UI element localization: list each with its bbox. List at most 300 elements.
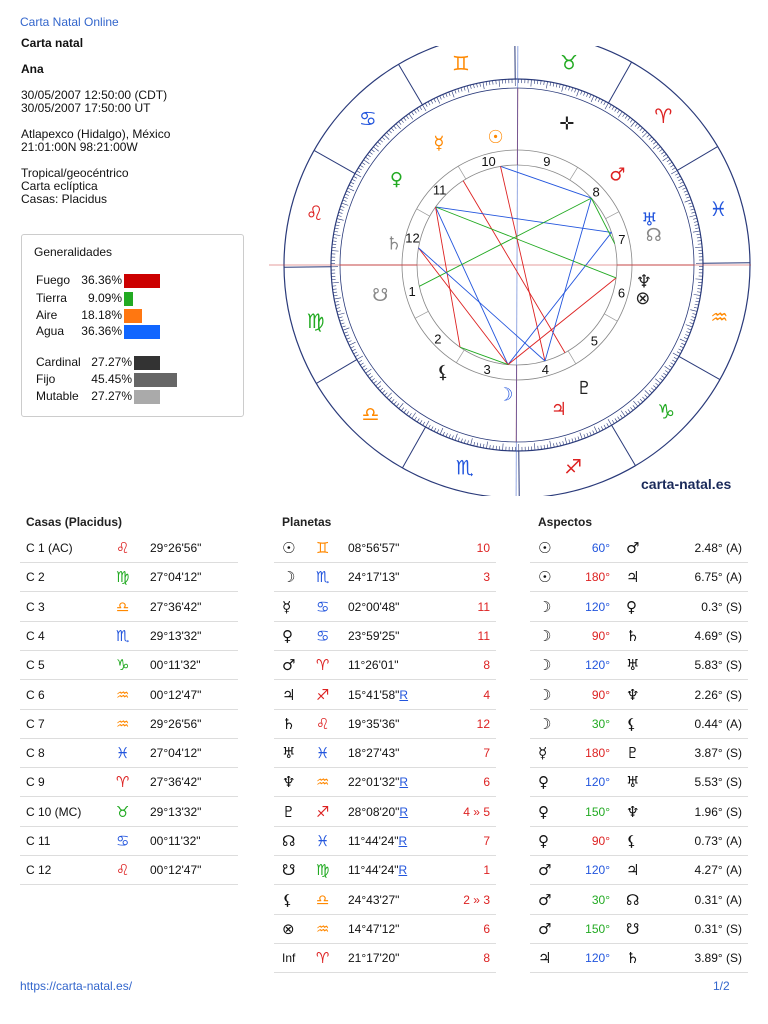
degree-tick [693, 218, 697, 219]
aspect-row [530, 651, 748, 680]
planet-house: 11 [477, 628, 490, 643]
zodiac-system: Tropical/geocéntrico [21, 166, 129, 180]
degree-tick [680, 339, 686, 342]
planet-house: 7 [483, 834, 490, 848]
degree-tick [697, 289, 701, 290]
degree-tick [333, 289, 337, 290]
aspect-row [530, 622, 748, 651]
sign-boundary [612, 425, 636, 465]
house-number: 8 [592, 184, 600, 200]
planet-icon: ☋ [282, 861, 296, 880]
aspect-body-a-icon: ♀ [538, 773, 549, 792]
degree-tick [694, 221, 698, 222]
degree-tick [677, 176, 681, 178]
casa-sign-icon: ♒ [116, 714, 130, 733]
aspect-body-b-icon: ♃ [626, 861, 640, 880]
degree-tick [412, 112, 414, 115]
degree-tick [443, 432, 445, 436]
aspect-angle: 120° [585, 658, 610, 673]
degree-tick [343, 200, 347, 201]
degree-tick [483, 82, 484, 89]
planet-sign-icon: ♓ [316, 832, 330, 850]
degree-tick [669, 162, 672, 164]
aspect-angle: 60° [591, 541, 610, 555]
aspectos-table [530, 512, 748, 968]
aspect-body-b-icon: ♇ [626, 744, 640, 763]
aspect-orb: 6.75° (A) [694, 570, 742, 585]
degree-tick [344, 332, 348, 333]
aspect-line [419, 198, 591, 286]
degree-tick [678, 185, 684, 188]
degree-tick [625, 115, 627, 118]
casa-row [20, 622, 238, 651]
aspect-orb: 2.26° (S) [694, 687, 742, 702]
degree-tick [661, 376, 664, 378]
degree-tick [470, 85, 471, 89]
aspect-orb: 0.31° (S) [694, 921, 742, 936]
degree-tick [382, 390, 385, 393]
planeta-row [274, 768, 496, 797]
planet-degree-cell [348, 856, 407, 884]
planet-degree-cell [348, 798, 408, 826]
degree-tick [332, 282, 339, 283]
degree-tick [642, 397, 645, 400]
casa-sign-icon: ♉ [116, 802, 130, 821]
degree-tick [376, 381, 381, 386]
degree-tick [580, 433, 582, 440]
planet-icon: ♆ [282, 773, 296, 792]
degree-tick [434, 428, 436, 432]
degree-tick [364, 160, 370, 164]
retrograde-link[interactable]: R [399, 687, 409, 702]
planet-icon: ♃ [550, 399, 568, 421]
chart-heading: Carta natal [21, 36, 84, 50]
degree-tick [697, 237, 701, 238]
degree-tick [562, 85, 564, 92]
aspect-orb: 3.89° (S) [694, 951, 742, 966]
casa-degree: 00°11'32" [150, 834, 201, 848]
degree-tick [695, 279, 702, 280]
aspect-angle: 120° [585, 775, 610, 790]
degree-tick [458, 89, 459, 93]
degree-tick [352, 179, 356, 181]
planet-degree-cell [348, 827, 407, 855]
zodiac-sign-icon: ♎ [361, 402, 380, 427]
planet-degree-cell [348, 915, 399, 943]
casa-sign-icon: ♌ [116, 861, 130, 880]
casa-row [20, 739, 238, 768]
aspect-body-a-icon: ☽ [538, 597, 552, 616]
planet-sign-icon: ♋ [316, 597, 330, 616]
degree-tick [587, 433, 589, 437]
brand-label[interactable]: carta-natal.es [641, 476, 732, 492]
degree-tick [434, 99, 436, 103]
degree-tick [452, 91, 454, 98]
planet-icon: ☉ [487, 126, 504, 148]
aspect-orb: 1.96° (S) [694, 804, 742, 819]
degree-tick [671, 363, 674, 365]
degree-tick [354, 352, 358, 354]
retrograde-link[interactable]: R [398, 863, 408, 878]
element-label: Tierra [36, 291, 67, 305]
aspect-body-b-icon: ☊ [626, 890, 640, 909]
degree-tick [455, 90, 456, 94]
sign-boundary [402, 427, 425, 468]
planet-degree: 24°17'13" [348, 570, 400, 585]
casa-sign-icon: ♑ [116, 656, 130, 675]
degree-tick [369, 152, 372, 154]
site-title[interactable]: Carta Natal Online [20, 15, 119, 29]
aspect-body-b-icon: ♄ [626, 626, 640, 645]
house-cusp [604, 314, 617, 321]
degree-tick [628, 409, 630, 412]
aspect-line [463, 181, 565, 353]
degree-tick [406, 411, 408, 414]
aspect-body-b-icon: ⚸ [626, 832, 637, 850]
degree-tick [340, 320, 344, 321]
planet-sign-icon: ♐ [316, 685, 330, 704]
degree-tick [412, 413, 416, 419]
degree-tick [340, 209, 344, 210]
degree-tick [389, 397, 392, 400]
degree-tick [667, 160, 670, 162]
degree-tick [493, 445, 494, 449]
degree-tick [544, 81, 545, 85]
degree-tick [357, 171, 360, 173]
planetas-title: Planetas [282, 515, 332, 529]
degree-tick [547, 444, 548, 448]
planet-degree-cell [348, 886, 399, 914]
house-number: 2 [434, 331, 442, 347]
aspect-body-a-icon: ☉ [538, 539, 552, 557]
aspect-body-b-icon: ♀ [626, 597, 637, 616]
degree-tick [452, 436, 453, 440]
degree-tick [343, 328, 350, 330]
planet-degree: 28°08'20" [348, 804, 400, 819]
degree-tick [565, 86, 566, 90]
degree-tick [604, 425, 606, 429]
aspect-row [530, 886, 748, 915]
degree-tick [358, 360, 361, 362]
degree-tick [365, 157, 368, 159]
degree-tick [486, 82, 487, 86]
degree-tick [689, 215, 696, 217]
planeta-row [274, 798, 496, 827]
sign-boundary [679, 356, 720, 379]
casa-row [20, 534, 238, 563]
degree-tick [473, 84, 474, 88]
planet-sign-icon: ♏ [316, 568, 330, 587]
degree-tick [437, 429, 439, 433]
degree-tick [695, 228, 699, 229]
degree-tick [428, 102, 430, 106]
element-label: Aire [36, 308, 58, 322]
retrograde-link[interactable]: R [399, 804, 409, 819]
casa-house: C 5 [26, 658, 45, 673]
planet-degree-cell [348, 534, 399, 562]
degree-tick [661, 152, 664, 154]
degree-tick [404, 409, 406, 412]
aspect-orb: 0.3° (S) [701, 599, 742, 614]
planet-degree: 08°56'57" [348, 541, 400, 555]
degree-tick [689, 203, 693, 204]
planet-icon: ♇ [282, 802, 296, 821]
degree-tick [575, 89, 576, 93]
planet-sign-icon: ♒ [316, 919, 330, 938]
aspect-body-a-icon: ☽ [538, 685, 552, 704]
degree-tick [342, 203, 349, 205]
degree-tick [572, 439, 573, 443]
element-percent: 36.36% [81, 324, 122, 338]
degree-tick [374, 381, 377, 384]
footer-link[interactable]: https://carta-natal.es/ [20, 979, 133, 993]
planet-house: 6 [483, 775, 490, 790]
element-bar [124, 274, 160, 288]
degree-tick [358, 168, 361, 170]
degree-tick [665, 371, 668, 373]
aspectos-title: Aspectos [538, 515, 593, 529]
element-row [36, 324, 236, 339]
degree-tick [559, 84, 560, 88]
house-cusp [415, 311, 428, 318]
casa-house: C 10 (MC) [26, 804, 82, 819]
degree-tick [499, 80, 500, 87]
element-row [36, 273, 236, 288]
degree-tick [674, 357, 677, 359]
degree-tick [685, 194, 689, 196]
degree-tick [362, 162, 365, 164]
planet-icon: ☽ [497, 384, 514, 406]
degree-tick [601, 426, 603, 430]
element-percent: 18.18% [81, 308, 122, 322]
chart-type: Carta eclíptica [21, 179, 98, 193]
aspect-body-a-icon: ☽ [538, 714, 552, 733]
degree-tick [394, 126, 397, 129]
degree-tick [334, 231, 338, 232]
aspect-body-b-icon: ♃ [626, 568, 640, 587]
degree-tick [565, 437, 567, 444]
casa-degree: 27°04'12" [150, 746, 202, 761]
natal-wheel-svg [259, 46, 751, 496]
degree-tick [345, 335, 349, 337]
datetime-local: 30/05/2007 12:50:00 (CDT) [21, 88, 168, 102]
aspect-angle: 150° [585, 804, 610, 819]
degree-tick [461, 439, 462, 443]
casa-degree: 27°04'12" [150, 570, 202, 585]
degree-tick [633, 401, 638, 406]
degree-tick [642, 130, 645, 133]
aspect-angle: 180° [585, 746, 610, 761]
planeta-row [274, 622, 496, 651]
degree-tick [645, 390, 650, 395]
aspect-body-b-icon: ☋ [626, 919, 640, 938]
casa-house: C 7 [26, 716, 45, 731]
degree-tick [399, 403, 403, 408]
aspect-body-a-icon: ♂ [538, 861, 552, 880]
casa-row [20, 768, 238, 797]
house-number: 11 [432, 182, 447, 198]
degree-tick [471, 438, 473, 445]
degree-tick [638, 401, 641, 404]
degree-tick [464, 87, 465, 91]
casa-house: C 8 [26, 746, 45, 761]
datetime-ut: 30/05/2007 17:50:00 UT [21, 101, 151, 115]
planet-icon: ♀ [282, 626, 293, 645]
house-number: 9 [543, 154, 551, 170]
aspect-angle: 180° [585, 570, 610, 585]
degree-tick [665, 366, 671, 370]
aspect-line [436, 207, 617, 278]
casa-row [20, 563, 238, 592]
degree-tick [617, 110, 619, 113]
degree-tick [657, 147, 660, 150]
casa-sign-icon: ♋ [116, 832, 130, 850]
degree-tick [483, 444, 484, 448]
planeta-row [274, 681, 496, 710]
planet-icon: ♀ [389, 169, 404, 191]
degree-tick [341, 323, 345, 324]
planet-icon: ♂ [282, 656, 296, 675]
mode-label: Cardinal [36, 355, 81, 369]
planet-sign-icon: ♊ [316, 539, 330, 557]
degree-tick [686, 197, 690, 198]
house-number: 1 [408, 283, 416, 299]
casa-row [20, 798, 238, 827]
degree-tick [360, 165, 363, 167]
degree-tick [335, 225, 339, 226]
degree-tick [651, 139, 654, 142]
degree-tick [560, 442, 561, 446]
degree-tick [346, 191, 350, 193]
degree-tick [696, 298, 700, 299]
degree-tick [575, 438, 576, 442]
aspect-row [530, 827, 748, 856]
aspect-row [530, 768, 748, 797]
natal-wheel [259, 46, 751, 496]
aspect-orb: 0.73° (A) [694, 834, 742, 848]
degree-tick [642, 132, 647, 137]
degree-tick [663, 373, 666, 375]
chart-info [21, 37, 170, 206]
aspect-row [530, 915, 748, 944]
degree-tick [417, 108, 419, 111]
degree-tick [335, 228, 339, 229]
casa-degree: 29°26'56" [150, 541, 202, 555]
casa-house: C 3 [26, 599, 45, 614]
planet-degree: 21°17'20" [348, 951, 400, 966]
retrograde-link[interactable]: R [399, 775, 409, 790]
degree-tick [593, 431, 595, 435]
degree-tick [414, 417, 416, 420]
degree-tick [694, 294, 701, 295]
planet-icon: ☊ [645, 225, 662, 247]
retrograde-link[interactable]: R [398, 834, 408, 848]
planeta-row [274, 593, 496, 622]
degree-tick [612, 420, 614, 423]
house-number: 5 [590, 333, 598, 349]
degree-tick [440, 96, 442, 100]
degree-tick [581, 91, 582, 95]
zodiac-sign-icon: ♐ [564, 454, 583, 479]
degree-tick [679, 349, 683, 351]
mode-label: Fijo [36, 372, 56, 386]
planet-house: 4 [483, 687, 490, 702]
aspect-angle: 120° [585, 951, 610, 966]
degree-tick [695, 247, 702, 248]
planet-house: 3 [483, 570, 490, 585]
sign-boundary [314, 150, 355, 173]
element-row [36, 308, 236, 323]
casa-degree: 00°11'32" [150, 658, 201, 673]
degree-tick [396, 124, 401, 129]
casa-row [20, 651, 238, 680]
planet-icon: ☽ [282, 568, 296, 587]
degree-tick [663, 157, 669, 161]
planet-icon: ⚸ [282, 890, 293, 909]
planet-icon: ☋ [372, 284, 389, 306]
degree-tick [422, 105, 426, 111]
degree-tick [389, 130, 392, 133]
element-percent: 9.09% [87, 291, 122, 305]
planet-degree: 22°01'32" [348, 775, 400, 790]
planet-sign-icon: ♋ [316, 626, 330, 645]
degree-tick [541, 445, 542, 449]
degree-tick [399, 122, 402, 125]
degree-tick [425, 103, 427, 106]
degree-tick [382, 137, 385, 140]
degree-tick [367, 154, 370, 156]
degree-tick [615, 418, 617, 421]
degree-tick [477, 443, 478, 447]
degree-tick [621, 411, 625, 417]
degree-tick [637, 126, 640, 129]
degree-tick [350, 182, 354, 184]
planeta-row [274, 886, 496, 915]
aspect-row [530, 534, 748, 563]
planet-icon: ♅ [282, 744, 296, 763]
degree-tick [653, 144, 658, 149]
aspect-body-b-icon: ♅ [626, 773, 640, 792]
planet-sign-icon: ♈ [316, 656, 330, 675]
aspect-row [530, 681, 748, 710]
degree-tick [649, 390, 652, 393]
aspect-orb: 2.48° (A) [694, 541, 742, 555]
degree-tick [655, 383, 658, 386]
degree-tick [440, 428, 443, 434]
planet-degree: 18°27'43" [348, 746, 400, 761]
aspect-row [530, 798, 748, 827]
planet-icon: ♅ [641, 209, 658, 231]
degree-tick [467, 86, 469, 93]
house-cusp [417, 209, 430, 216]
degree-tick [362, 366, 365, 368]
casa-house: C 1 (AC) [26, 541, 73, 555]
planet-icon: ☉ [282, 539, 296, 557]
degree-tick [337, 219, 344, 221]
degree-tick [630, 119, 632, 122]
degree-tick [503, 443, 504, 450]
degree-tick [486, 442, 487, 449]
degree-tick [348, 341, 352, 343]
degree-tick [541, 81, 542, 85]
degree-tick [695, 304, 699, 305]
planet-house: 10 [476, 541, 490, 555]
planeta-row [274, 710, 496, 739]
planet-sign-icon: ♎ [316, 890, 330, 909]
degree-tick [577, 90, 579, 97]
degree-tick [607, 423, 609, 426]
degree-tick [372, 378, 375, 380]
